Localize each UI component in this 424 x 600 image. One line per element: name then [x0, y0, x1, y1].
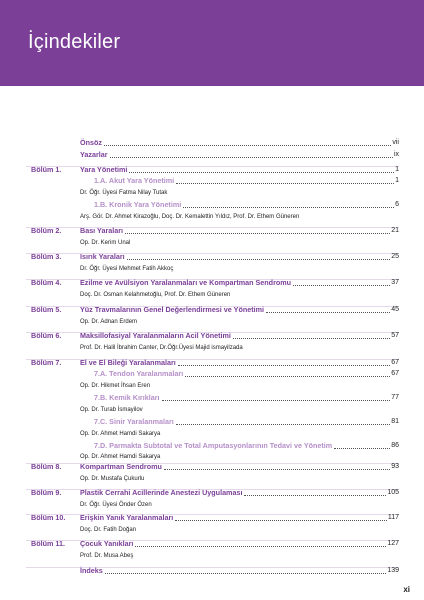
chapter-number: Bölüm 4.	[31, 278, 62, 287]
toc-entry-link[interactable]	[94, 199, 399, 210]
toc-entry-page: 86	[391, 442, 399, 449]
toc-entry-page: 21	[391, 227, 399, 234]
toc-entry-author: Op. Dr. Adnan Erdem	[80, 319, 138, 325]
toc-entry-title: Plastik Cerrahi Acillerinde Anestezi Uygulaması	[80, 488, 243, 497]
toc-entry-link[interactable]	[80, 330, 399, 341]
dot-leader	[164, 469, 390, 470]
toc-entry-author: Prof. Dr. Halil İbrahim Canter, Dr.Öğr.Üyesi Majid ismayilzada	[80, 345, 243, 351]
toc-entry-title: Yazarlar	[80, 150, 108, 159]
toc-entry-link[interactable]	[80, 225, 399, 236]
dot-leader	[135, 546, 386, 547]
toc-entry-title: Isırık Yaraları	[80, 252, 125, 261]
toc-entry-title: Çocuk Yanıkları	[80, 539, 134, 548]
dot-leader	[176, 183, 394, 184]
toc-entry-author: Prof. Dr. Musa Abeş	[80, 553, 134, 559]
dot-leader	[105, 573, 387, 574]
toc-entry-title: Erişkin Yanık Yaralanmaları	[80, 513, 174, 522]
chapter-number: Bölüm 9.	[31, 488, 62, 497]
chapter-number: Bölüm 10.	[31, 513, 66, 522]
toc-entry-title: İndeks	[80, 566, 103, 575]
chapter-number: Bölüm 11.	[31, 539, 65, 548]
toc-entry-page: 25	[391, 253, 399, 260]
dot-leader	[129, 172, 394, 173]
dot-leader	[293, 285, 390, 286]
toc-entry-title: 7.C. Sinir Yaralanmaları	[94, 417, 174, 426]
dot-leader	[334, 448, 390, 449]
toc-entry-page: 67	[391, 359, 399, 366]
dot-leader	[125, 233, 390, 234]
toc-entry-link[interactable]	[80, 487, 399, 498]
toc-entry-title: 1.A. Akut Yara Yönetimi	[94, 176, 175, 185]
toc-entry-title: 7.B. Kemik Kırıkları	[94, 393, 160, 402]
toc-entry-page: 105	[387, 489, 399, 496]
toc-entry-link[interactable]	[80, 251, 399, 262]
toc-entry-page: 139	[387, 567, 399, 574]
toc-entry-page: 45	[391, 306, 399, 313]
toc-entry-page: 1	[395, 166, 399, 173]
chapter-number: Bölüm 2.	[31, 226, 62, 235]
toc-entry-link[interactable]	[80, 461, 399, 472]
toc-entry-link[interactable]	[80, 565, 399, 576]
page-number: xi	[403, 585, 410, 594]
toc-entry-link[interactable]	[94, 440, 399, 451]
dot-leader	[233, 338, 390, 339]
toc-entry-link[interactable]	[80, 357, 399, 368]
chapter-number: Bölüm 8.	[31, 462, 62, 471]
toc-entry-page: 6	[395, 201, 399, 208]
toc-entry-author: Op. Dr. Mustafa Çukurlu	[80, 476, 145, 482]
toc-entry-author: Op. Dr. Ahmet Hamdi Sakarya	[80, 454, 161, 460]
toc-entry-title: Ezilme ve Avülsiyon Yaralanmaları ve Kompartman Sendromu	[80, 278, 292, 287]
toc-entry-page: 1	[395, 177, 399, 184]
toc-entry-title: 7.D. Parmakta Subtotal ve Total Amputasyonlarının Tedavi ve Yönetim	[94, 441, 333, 450]
dot-leader	[185, 376, 390, 377]
toc-entry-page: ix	[393, 151, 399, 158]
dot-leader	[244, 495, 386, 496]
dot-leader	[176, 424, 390, 425]
toc-entry-page: vii	[392, 139, 399, 146]
toc-entry-title: Maksillofasiyal Yaralanmaların Acil Yönetimi	[80, 331, 231, 340]
dot-leader	[110, 157, 393, 158]
toc-entry-link[interactable]	[94, 392, 399, 403]
toc-entry-author: Dr. Öğr. Üyesi Mehmet Fatih Akkoç	[80, 266, 174, 272]
toc-entry-author: Dr. Öğr. Üyesi Fatma Nilay Tutak	[80, 190, 168, 196]
toc-entry-link[interactable]	[94, 416, 399, 427]
chapter-number: Bölüm 5.	[31, 305, 62, 314]
toc-entry-link[interactable]	[94, 368, 399, 379]
toc-entry-title: Önsöz	[80, 138, 102, 147]
toc-entry-title: 7.A. Tendon Yaralanmaları	[94, 369, 184, 378]
dot-leader	[162, 400, 391, 401]
toc-entry-page: 93	[391, 463, 399, 470]
toc-entry-page: 37	[391, 279, 399, 286]
toc-entry-link[interactable]	[94, 175, 399, 186]
toc-entry-author: Op. Dr. Hikmet İhsan Eren	[80, 383, 151, 389]
toc-entry-page: 81	[391, 418, 399, 425]
chapter-number: Bölüm 1.	[31, 165, 62, 174]
toc-entry-title: Yara Yönetimi	[80, 165, 128, 174]
dot-leader	[183, 207, 394, 208]
dot-leader	[178, 365, 390, 366]
toc-entry-page: 127	[387, 540, 399, 547]
toc-entry-author: Op. Dr. Turab İsmayilov	[80, 407, 143, 413]
chapter-number: Bölüm 3.	[31, 252, 62, 261]
toc-entry-author: Doç. Dr. Osman Kelahmetoğlu, Prof. Dr. Ethem Güneren	[80, 292, 231, 298]
toc-entry-title: Yüz Travmalarının Genel Değerlendirmesi ve Yönetimi	[80, 305, 265, 314]
toc-entry-page: 117	[387, 514, 399, 521]
toc-entry-page: 67	[391, 370, 399, 377]
toc-entry-link[interactable]	[80, 277, 399, 288]
page-title: İçindekiler	[28, 31, 121, 53]
toc-entry-link[interactable]	[80, 164, 399, 175]
toc-entry-title: Kompartman Sendromu	[80, 462, 162, 471]
toc-entry-page: 77	[391, 394, 399, 401]
toc-entry-link[interactable]	[80, 538, 399, 549]
toc-entry-link[interactable]	[80, 149, 399, 160]
dot-leader	[175, 520, 387, 521]
toc-entry-author: Arş. Gör. Dr. Ahmet Kirazoğlu, Doç. Dr. Kemalettin Yıldız, Prof. Dr. Ethem Güneren	[80, 214, 300, 220]
dot-leader	[104, 145, 391, 146]
toc-entry-title: Bası Yaraları	[80, 226, 124, 235]
toc-entry-link[interactable]	[80, 137, 399, 148]
toc-entry-author: Op. Dr. Ahmet Hamdi Sakarya	[80, 431, 161, 437]
toc-entry-author: Op. Dr. Kerim Unal	[80, 240, 131, 246]
toc-entry-link[interactable]	[80, 512, 399, 523]
chapter-number: Bölüm 6.	[31, 331, 62, 340]
dot-leader	[266, 312, 390, 313]
toc-entry-title: El ve El Bileği Yaralanmaları	[80, 358, 176, 367]
toc-entry-page: 57	[391, 332, 399, 339]
toc-entry-author: Doç. Dr. Fatih Doğan	[80, 527, 137, 533]
dot-leader	[127, 259, 391, 260]
chapter-number: Bölüm 7.	[31, 358, 62, 367]
toc-entry-link[interactable]	[80, 304, 399, 315]
toc-entry-title: 1.B. Kronik Yara Yönetimi	[94, 200, 182, 209]
toc-entry-author: Dr. Öğr. Üyesi Önder Özen	[80, 502, 152, 508]
